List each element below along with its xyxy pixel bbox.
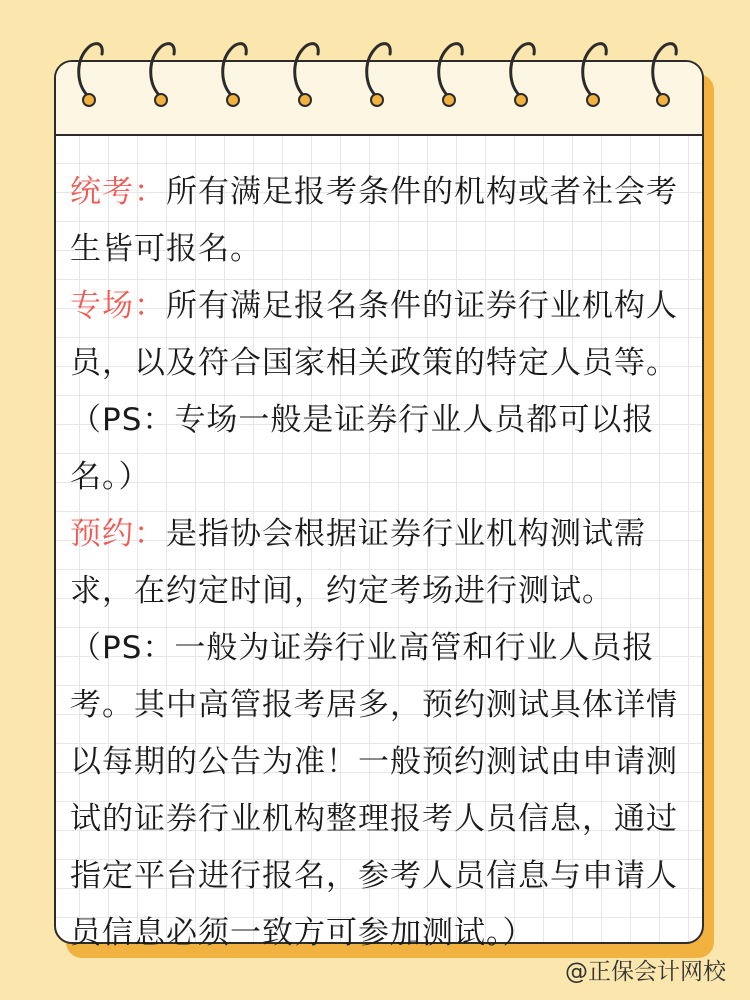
watermark: @正保会计网校 — [565, 959, 726, 985]
label-unified-exam: 统考： — [70, 174, 166, 210]
text-special-session: 所有满足报名条件的证券行业机构人员，以及符合国家相关政策的特定人员等。（PS：专场一般是证券行业人员都可以报名。） — [70, 288, 678, 495]
paragraph-unified-exam — [70, 164, 690, 278]
notebook-content — [70, 164, 690, 962]
paragraph-special-session — [70, 278, 690, 506]
notebook-header — [56, 62, 702, 136]
text-unified-exam: 所有满足报考条件的机构或者社会考生皆可报名。 — [70, 174, 678, 267]
label-appointment: 预约： — [70, 516, 166, 552]
text-appointment: 是指协会根据证券行业机构测试需求，在约定时间，约定考场进行测试。（PS：一般为证券行业高管和行业人员报考。其中高管报考居多，预约测试具体详情以每期的公告为准！一般预约测试由申请测试的证券行业机构整理报考人员信息，通过指定平台进行报名，参考人员信息与申请人员信息必须一致方可参加测试。） — [70, 516, 678, 951]
label-special-session: 专场： — [70, 288, 166, 324]
paragraph-appointment — [70, 506, 690, 962]
